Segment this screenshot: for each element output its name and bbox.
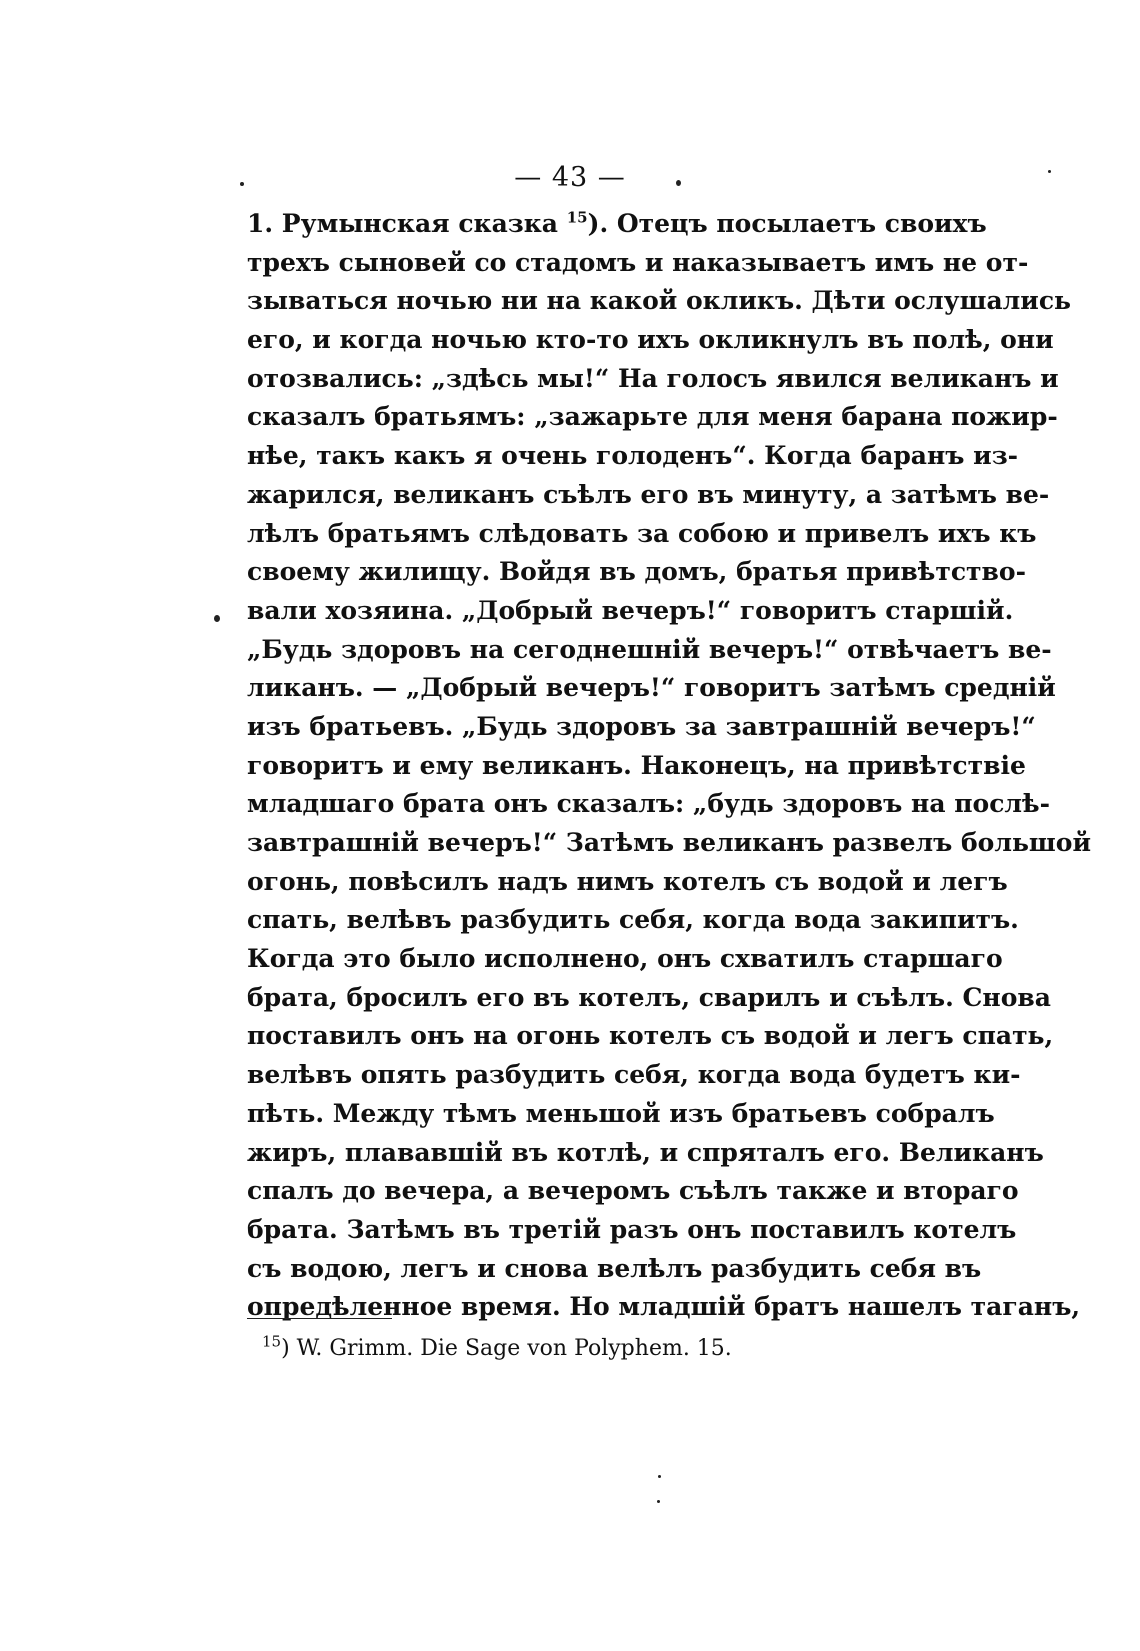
first-line-text: ). Отецъ посылаетъ своихъ [587,209,987,238]
page-number: — 43 — [514,162,626,193]
text-line: „Будь здоровъ на сегоднешній вечеръ!“ отвѣчаетъ ве- [247,634,1052,664]
text-line: спалъ до вечера, а вечеромъ съѣлъ также и втораго [247,1176,1019,1206]
print-speck [658,1475,661,1478]
text-line: огонь, повѣсилъ надъ нимъ котелъ съ водой и легъ [247,866,1008,896]
text-line: жиръ, плававшій въ котлѣ, и спряталъ его. Великанъ [247,1137,1044,1167]
footnote-reference: 15 [566,208,588,227]
text-line: трехъ сыновей со стадомъ и наказываетъ имъ не от- [247,247,1029,277]
text-line: съ водою, легъ и снова велѣлъ разбудить себя въ [247,1253,982,1283]
paragraph-body [247,205,1092,1327]
text-line: своему жилищу. Войдя въ домъ, братья привѣтство- [247,557,1026,587]
text-line: завтрашній вечеръ!“ Затѣмъ великанъ развелъ большой [247,828,1092,857]
footnote-marker: 15 [262,1332,282,1351]
text-line: зываться ночью ни на какой окликъ. Дѣти ослушались [247,286,1072,316]
text-line: сказалъ братьямъ: „зажарьте для меня барана пожир- [247,402,1058,432]
footnote-text: ) W. Grimm. Die Sage von Polyphem. 15. [281,1336,732,1361]
text-line: его, и когда ночью кто-то ихъ окликнулъ въ полѣ, они [247,325,1054,355]
paragraph-first-line [247,205,987,244]
print-speck [676,180,681,186]
text-line: Когда это было исполнено, онъ схватилъ старшаго [247,944,1003,974]
text-line: младшаго брата онъ сказалъ: „будь здоровъ на послѣ- [247,789,1051,819]
text-line: отозвались: „здѣсь мы!“ На голосъ явился великанъ и [247,363,1059,393]
text-line: вали хозяина. „Добрый вечеръ!“ говоритъ старшій. [247,595,1014,625]
text-line: брата, бросилъ его въ котелъ, сварилъ и съѣлъ. Снова [247,982,1051,1012]
print-speck [1048,170,1051,173]
text-line: жарился, великанъ съѣлъ его въ минуту, а затѣмъ ве- [247,479,1050,509]
text-line: брата. Затѣмъ въ третій разъ онъ поставилъ котелъ [247,1214,1017,1244]
text-line: велѣвъ опять разбудить себя, когда вода будетъ ки- [247,1060,1021,1090]
text-line: изъ братьевъ. „Будь здоровъ за завтрашній вечеръ!“ [247,711,1036,741]
print-speck [214,615,220,622]
text-line: говоритъ и ему великанъ. Наконецъ, на привѣтствіе [247,750,1026,780]
footnote-divider [247,1318,392,1319]
text-line: опредѣленное время. Но младшій братъ нашелъ таганъ, [247,1292,1081,1322]
footnote [262,1332,732,1361]
text-line: ликанъ. — „Добрый вечеръ!“ говоритъ затѣмъ средній [247,673,1056,703]
text-line: спать, велѣвъ разбудить себя, когда вода закипитъ. [247,905,1019,935]
print-speck [240,182,244,186]
print-speck [657,1500,660,1503]
text-line: нѣе, такъ какъ я очень голоденъ“. Когда баранъ из- [247,441,1019,471]
text-line: поставилъ онъ на огонь котелъ съ водой и легъ спать, [247,1021,1054,1051]
section-heading: 1. Румынская сказка [247,209,559,238]
text-line: пѣть. Между тѣмъ меньшой изъ братьевъ собралъ [247,1098,995,1128]
text-line: лѣлъ братьямъ слѣдовать за собою и привелъ ихъ къ [247,518,1037,548]
